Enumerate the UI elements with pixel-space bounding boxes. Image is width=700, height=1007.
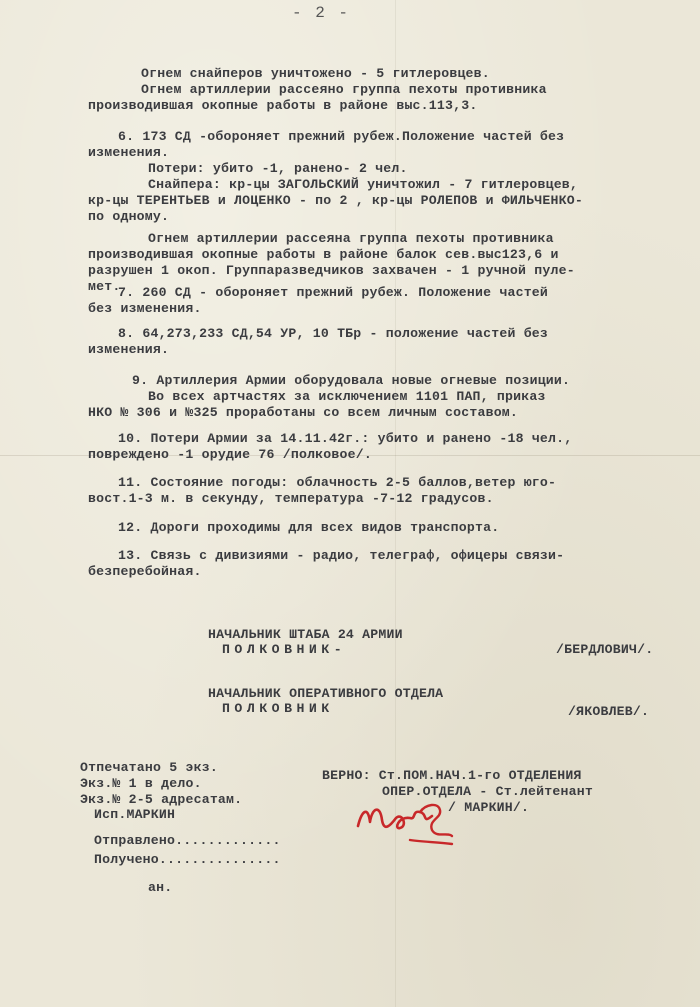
text-line: Огнем снайперов уничтожено - 5 гитлеровцев. — [141, 66, 490, 81]
text-line: 9. Артиллерия Армии оборудовала новые огневые позиции. — [132, 373, 571, 388]
text-line: 10. Потери Армии за 14.11.42г.: убито и ранено -18 чел., — [118, 431, 573, 446]
text-line: 13. Связь с дивизиями - радио, телеграф, офицеры связи- — [118, 548, 565, 563]
text-line: изменения. — [88, 342, 170, 357]
text-line: разрушен 1 окоп. Группаразведчиков захвачен - 1 ручной пуле- — [88, 263, 575, 278]
verified-line: ОПЕР.ОТДЕЛА - Ст.лейтенант — [382, 784, 593, 799]
text-line: Огнем артиллерии рассеяно группа пехоты противника — [141, 82, 547, 97]
text-line: кр-цы ТЕРЕНТЬЕВ и ЛОЦЕНКО - по 2 , кр-цы РОЛЕПОВ и ФИЛЬЧЕНКО- — [88, 193, 583, 208]
text-line: производившая окопные работы в районе выс.113,3. — [88, 98, 478, 113]
operations-chief-rank: ПОЛКОВНИК — [222, 701, 334, 716]
text-line: повреждено -1 орудие 76 /полковое/. — [88, 447, 372, 462]
verified-line: ВЕРНО: Ст.ПОМ.НАЧ.1-го ОТДЕЛЕНИЯ — [322, 768, 582, 783]
text-line: вост.1-3 м. в секунду, температура -7-12 градусов. — [88, 491, 494, 506]
text-line: 6. 173 СД -обороняет прежний рубеж.Положение частей без — [118, 129, 565, 144]
copy-one: Экз.№ 1 в дело. — [80, 776, 202, 791]
received-field: Получено............... — [94, 852, 281, 867]
text-line: производившая окопные работы в районе балок сев.выс123,6 и — [88, 247, 559, 262]
chief-of-staff-title: НАЧАЛЬНИК ШТАБА 24 АРМИИ — [208, 627, 403, 642]
text-line: Снайпера: кр-цы ЗАГОЛЬСКИЙ уничтожил - 7 гитлеровцев, — [148, 177, 579, 192]
chief-of-staff-name: /БЕРДЛОВИЧ/. — [556, 642, 654, 657]
text-line: безперебойная. — [88, 564, 202, 579]
text-line: НКО № 306 и №325 проработаны со всем личным составом. — [88, 405, 519, 420]
copies-printed: Отпечатано 5 экз. — [80, 760, 218, 775]
text-line: 7. 260 СД - обороняет прежний рубеж. Положение частей — [118, 285, 549, 300]
text-line: мет. — [88, 279, 121, 294]
operations-chief-name: /ЯКОВЛЕВ/. — [568, 704, 650, 719]
page-number: - 2 - — [292, 4, 351, 22]
typist-initials: ан. — [148, 880, 173, 895]
operations-chief-title: НАЧАЛЬНИК ОПЕРАТИВНОГО ОТДЕЛА — [208, 686, 444, 701]
text-line: по одному. — [88, 209, 170, 224]
text-line: 8. 64,273,233 СД,54 УР, 10 ТБр - положение частей без — [118, 326, 549, 341]
sent-field: Отправлено............. — [94, 833, 281, 848]
text-line: Потери: убито -1, ранено- 2 чел. — [148, 161, 408, 176]
text-line: 11. Состояние погоды: облачность 2-5 баллов,ветер юго- — [118, 475, 557, 490]
text-line: изменения. — [88, 145, 170, 160]
chief-of-staff-rank: ПОЛКОВНИК- — [222, 642, 347, 657]
verified-line: / МАРКИН/. — [448, 800, 530, 815]
executor: Исп.МАРКИН — [94, 807, 176, 822]
text-line: Во всех артчастях за исключением 1101 ПАП, приказ — [148, 389, 546, 404]
handwritten-signature — [352, 796, 462, 860]
text-line: без изменения. — [88, 301, 202, 316]
text-line: Огнем артиллерии рассеяна группа пехоты противника — [148, 231, 554, 246]
text-line: 12. Дороги проходимы для всех видов транспорта. — [118, 520, 500, 535]
copy-two-five: Экз.№ 2-5 адресатам. — [80, 792, 243, 807]
